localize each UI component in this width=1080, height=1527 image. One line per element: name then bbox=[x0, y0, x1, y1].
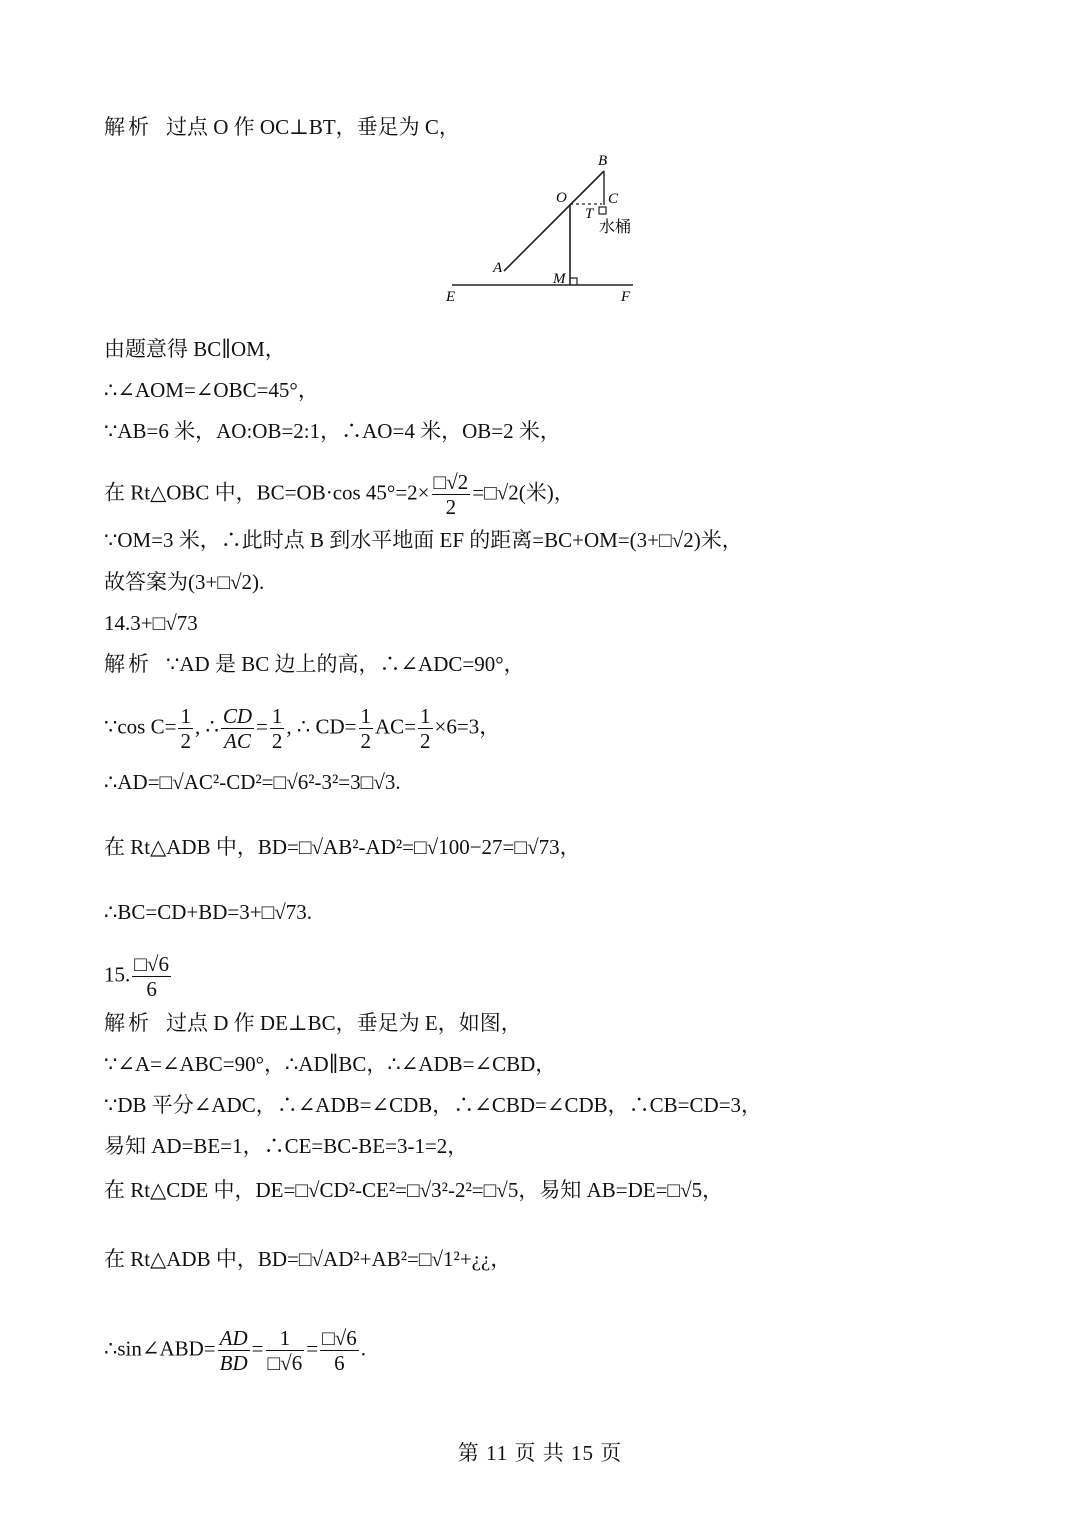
fraction: $\frac{1}{2}$ bbox=[420, 704, 431, 753]
line-parallel: 由题意得 BC∥OM， bbox=[104, 337, 286, 361]
question-15-answer: 15. $\frac{□√6}{6}$ bbox=[104, 952, 169, 1001]
fraction: $\frac{AD}{BD}$ bbox=[219, 1326, 248, 1375]
geometry-diagram bbox=[440, 145, 650, 310]
fraction: $\frac{1}{2}$ bbox=[180, 704, 191, 753]
fraction: $\frac{□√6}{6}$ bbox=[322, 1326, 357, 1375]
line-bc-result: ∴BC=CD+BD=3+□√73. bbox=[104, 900, 313, 924]
fraction: $\frac{□√2}{2}$ bbox=[433, 470, 469, 519]
bucket-icon bbox=[599, 207, 606, 214]
label-e: E bbox=[446, 289, 456, 305]
line-distance: ∵OM=3 米，∴此时点 B 到水平地面 EF 的距离=BC+OM=(3+□√2)米， bbox=[104, 528, 743, 552]
line-ce: 易知 AD=BE=1，∴CE=BC-BE=3-1=2， bbox=[104, 1134, 469, 1158]
label-b: B bbox=[598, 153, 608, 169]
page-footer: 第 11 页 共 15 页 bbox=[457, 1441, 623, 1465]
line-bd-calc: 在 Rt△ADB 中，BD=□√AB²-AD²=□√100−27=□√73， bbox=[104, 835, 581, 859]
question-14-answer: 14.3+□√73 bbox=[104, 611, 198, 635]
line-solution-15-start: 解析 过点 D 作 DE⊥BC，垂足为 E，如图， bbox=[104, 1011, 522, 1035]
line-bc-calc: 在 Rt△OBC 中，BC=OB·cos 45°=2× $\frac{□√2}{2}$ =□√2(米)， bbox=[104, 470, 575, 519]
label-m: M bbox=[553, 271, 566, 287]
fraction: $\frac{□√6}{6}$ bbox=[134, 952, 169, 1001]
line-angles: ∵∠A=∠ABC=90°，∴AD∥BC，∴∠ADB=∠CBD， bbox=[104, 1052, 557, 1076]
line-bisector: ∵DB 平分∠ADC，∴∠ADB=∠CDB，∴∠CBD=∠CDB，∴CB=CD=3， bbox=[104, 1093, 763, 1117]
fraction: $\frac{1}{2}$ bbox=[360, 704, 372, 753]
label-t: T bbox=[585, 206, 594, 222]
fraction: $\frac{1}{2}$ bbox=[271, 704, 283, 753]
line-de-calc: 在 Rt△CDE 中，DE=□√CD²-CE²=□√3²-2²=□√5，易知 AB=DE=□√5， bbox=[104, 1178, 724, 1202]
line-angle: ∴∠AOM=∠OBC=45°， bbox=[104, 378, 319, 402]
line-cos-c: ∵cos C= $\frac{1}{2}$ , ∴ $\frac{CD}{AC}$ = $\frac{1}{2}$ , ∴ CD= $\frac{1}{2}$ AC= $\frac{1}{2}$ ×6=3， bbox=[104, 704, 501, 753]
line-lengths: ∵AB=6 米，AO:OB=2:1，∴AO=4 米，OB=2 米， bbox=[104, 419, 561, 443]
bucket-label: 水桶 bbox=[599, 219, 632, 236]
fraction: $\frac{1}{□√6}$ bbox=[267, 1326, 303, 1375]
label-c: C bbox=[608, 191, 619, 207]
right-angle-mark bbox=[570, 278, 577, 285]
line-answer-13: 故答案为(3+□√2). bbox=[104, 570, 265, 594]
label-o: O bbox=[556, 190, 567, 206]
line-solution-13-start: 解析 过点 O 作 OC⊥BT，垂足为 C， bbox=[104, 115, 460, 139]
line-ad-calc: ∴AD=□√AC²-CD²=□√6²-3²=3□√3. bbox=[104, 770, 401, 794]
fraction: $\frac{CD}{AC}$ bbox=[222, 704, 253, 753]
label-f: F bbox=[621, 289, 631, 305]
analysis-label: 解析 bbox=[104, 1011, 152, 1035]
analysis-label: 解析 bbox=[104, 115, 152, 139]
analysis-label: 解析 bbox=[104, 652, 152, 676]
line-bd-15: 在 Rt△ADB 中，BD=□√AD²+AB²=□√1²+¿¿， bbox=[104, 1247, 512, 1271]
label-a: A bbox=[493, 260, 503, 276]
line-sin-abd: ∴sin∠ABD= $\frac{AD}{BD}$ = $\frac{1}{□√6}$ = $\frac{□√6}{6}$ . bbox=[104, 1326, 367, 1375]
line-solution-14-start: 解析 ∵AD 是 BC 边上的高，∴∠ADC=90°， bbox=[104, 652, 525, 676]
